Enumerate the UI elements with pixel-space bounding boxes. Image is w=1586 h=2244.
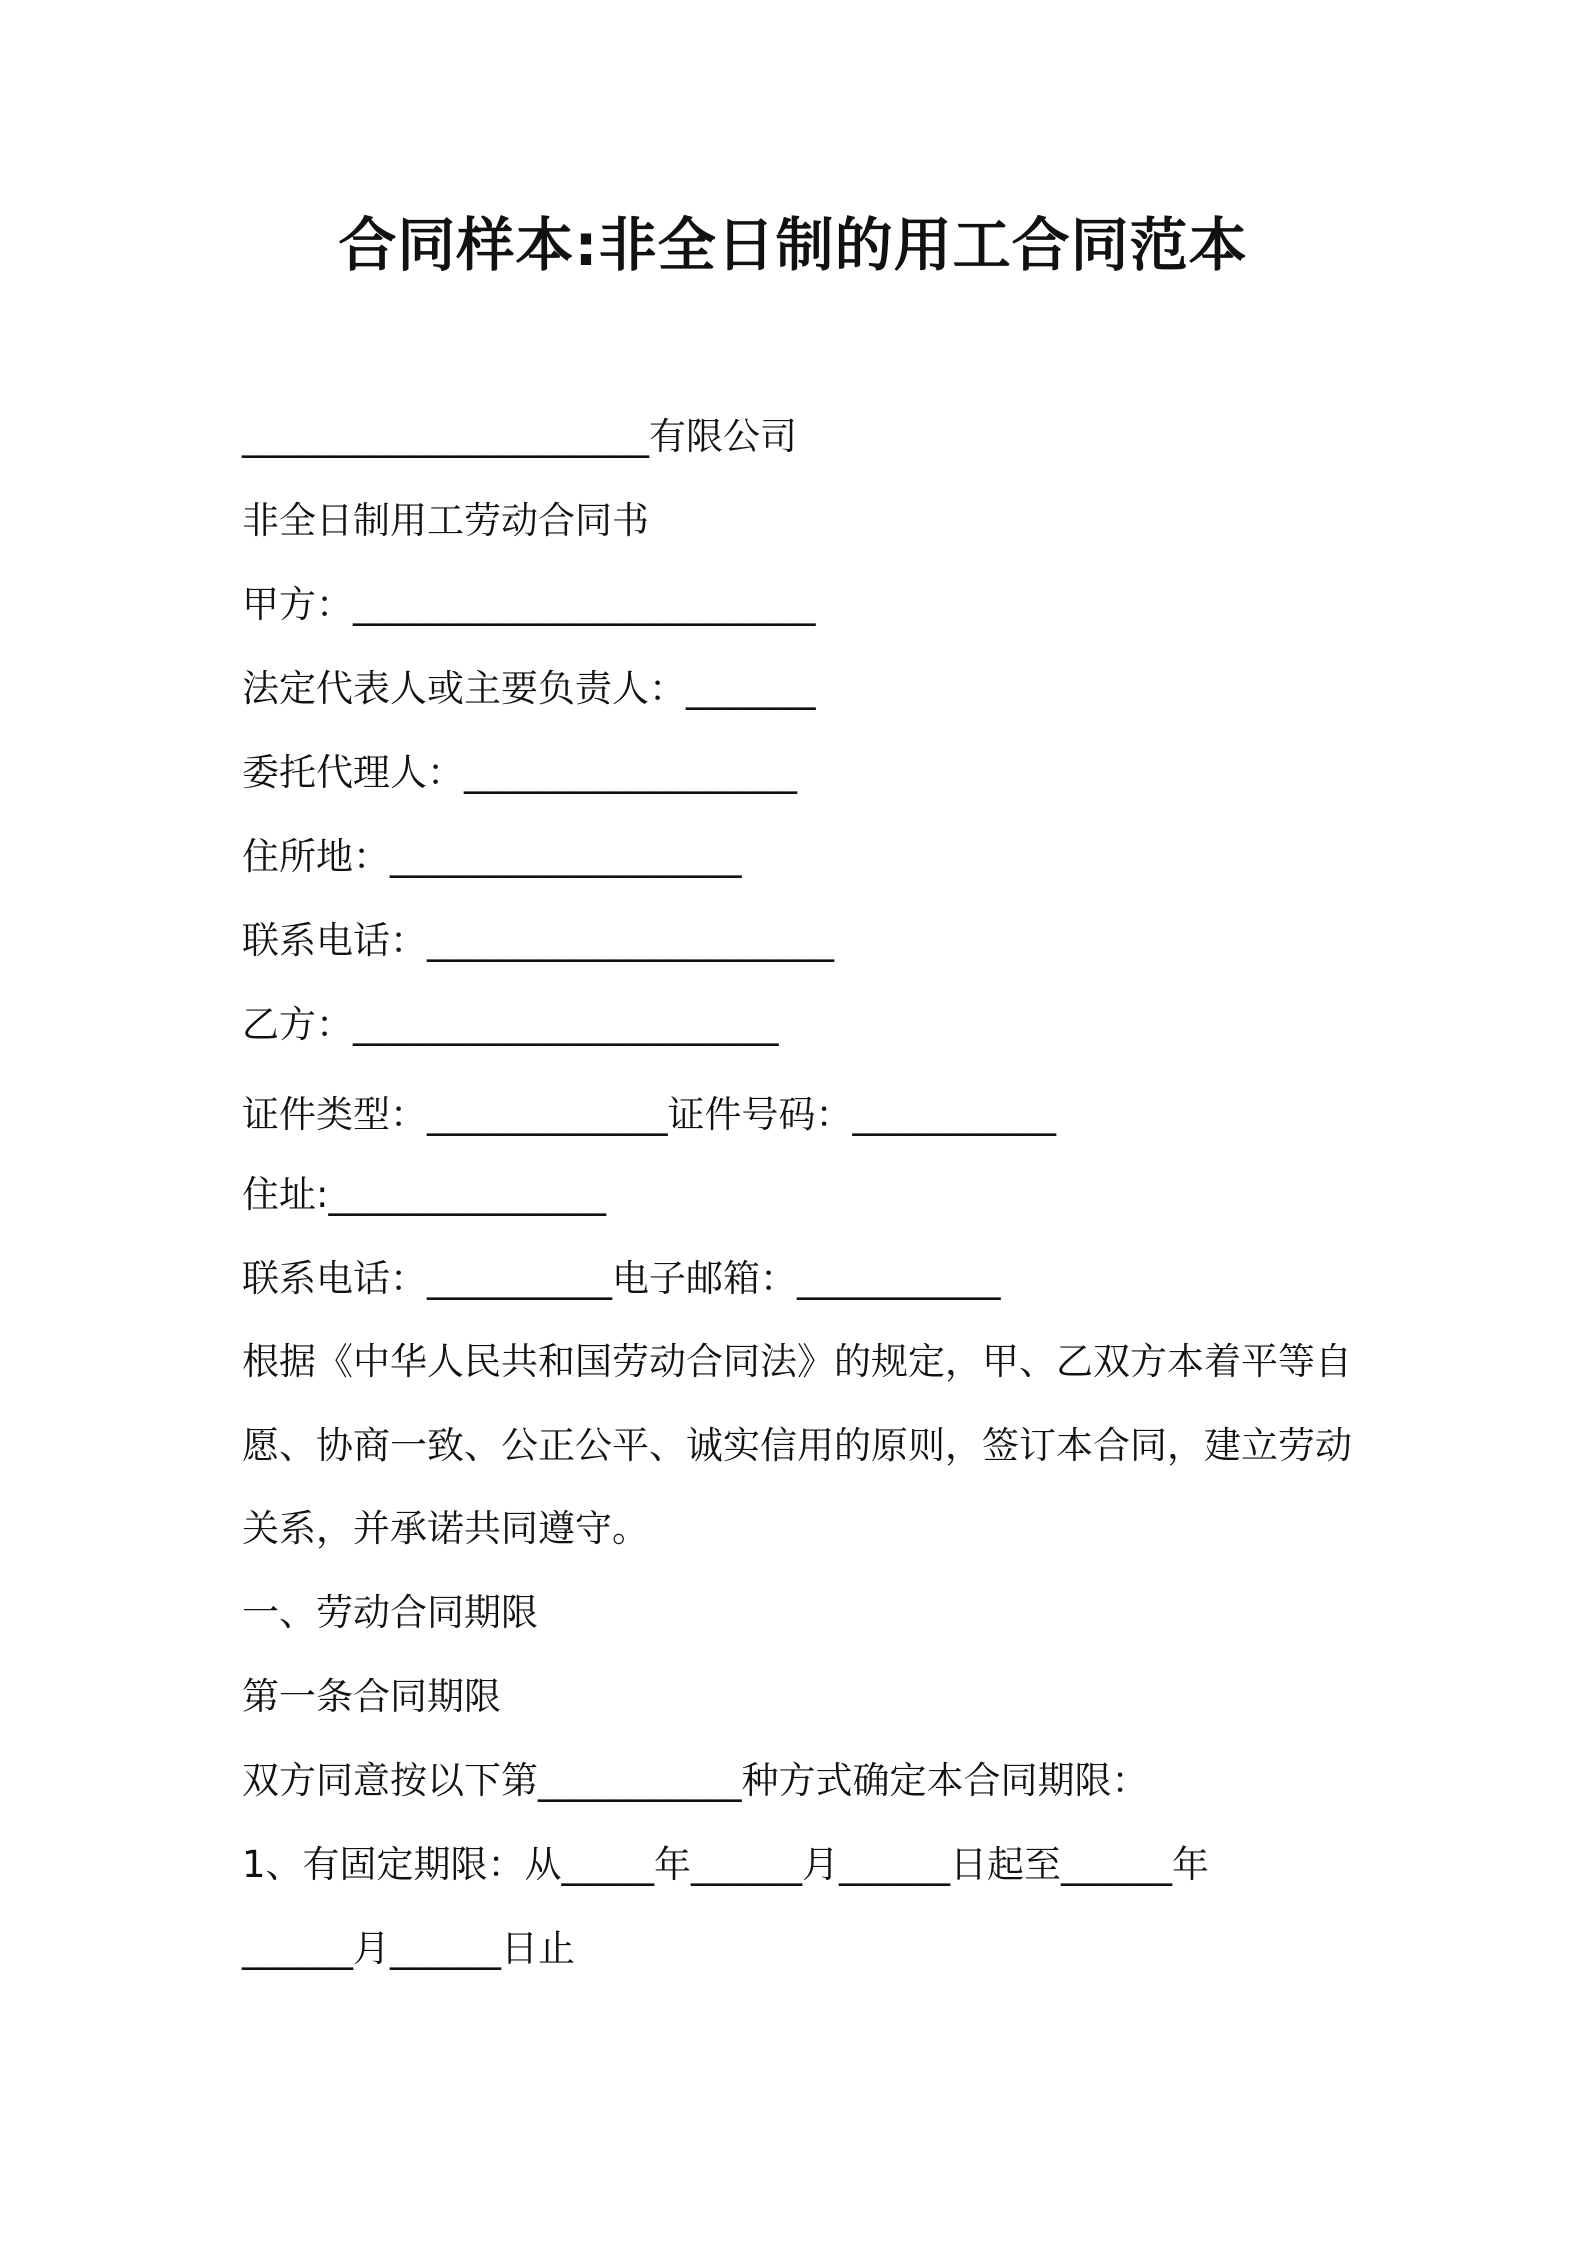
party-b-contact-line: 联系电话：__________电子邮箱：___________	[242, 1257, 1001, 1300]
party-b-line: 乙方：_______________________	[242, 1003, 779, 1046]
party-a-line: 甲方：_________________________	[242, 583, 816, 626]
id-type-number-line: 证件类型：_____________证件号码：___________	[242, 1093, 1056, 1136]
party-a-phone-line: 联系电话：______________________	[242, 919, 834, 962]
article-1-option-1-line-2: ______月______日止	[242, 1927, 575, 1970]
section-1-heading: 一、劳动合同期限	[242, 1591, 538, 1634]
authorized-agent-line: 委托代理人：__________________	[242, 751, 797, 794]
party-a-address-line: 住所地：___________________	[242, 835, 742, 878]
article-1-heading: 第一条合同期限	[242, 1675, 501, 1718]
company-name-line: ______________________有限公司	[242, 415, 797, 458]
article-1-option-1-line-1: 1、有固定期限：从_____年______月______日起至______年	[242, 1843, 1210, 1886]
preamble-paragraph: 根据《中华人民共和国劳动合同法》的规定，甲、乙双方本着平等自愿、协商一致、公正公平、诚实信用的原则，签订本合同，建立劳动关系，并承诺共同遵守。	[242, 1340, 1352, 1550]
article-1-intro: 双方同意按以下第___________种方式确定本合同期限：	[242, 1759, 1149, 1802]
contract-name-line: 非全日制用工劳动合同书	[242, 499, 649, 542]
document-title: 合同样本:非全日制的用工合同范本	[338, 211, 1248, 279]
legal-representative-line: 法定代表人或主要负责人：_______	[242, 667, 816, 710]
party-b-address-line: 住址:_______________	[242, 1173, 606, 1216]
